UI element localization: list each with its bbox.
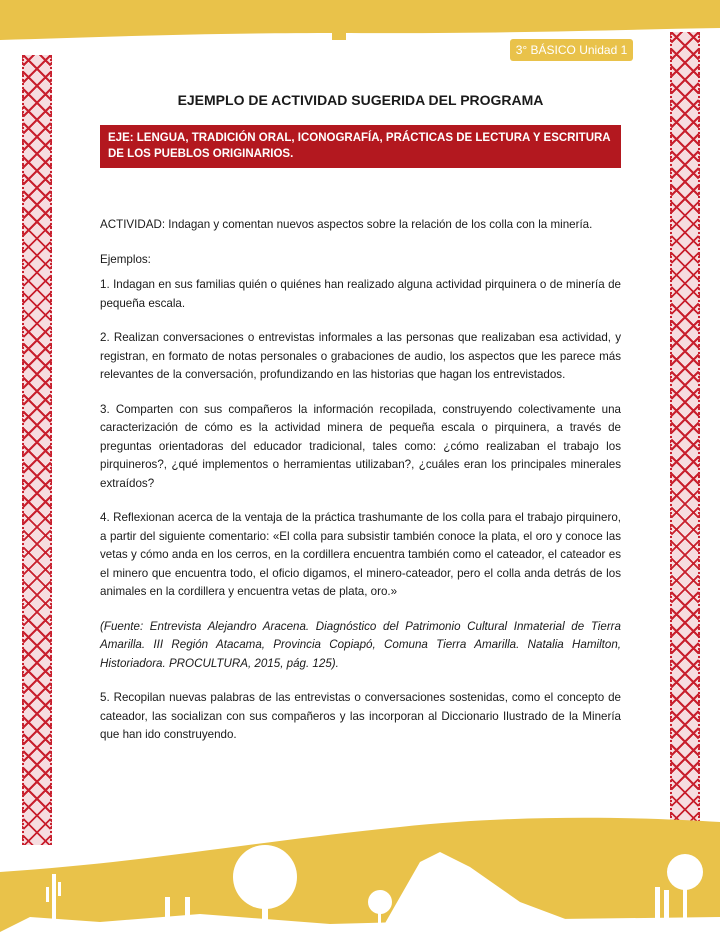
activity-content xyxy=(100,216,621,761)
eje-banner: EJE: LENGUA, TRADICIÓN ORAL, ICONOGRAFÍA, PRÁCTICAS DE LECTURA Y ESCRITURA DE LOS PUEBLOS ORIGINARIOS. xyxy=(100,125,621,168)
example-item: 5. Recopilan nuevas palabras de las entrevistas o conversaciones sostenidas, como el concepto de cateador, las socializan con sus compañeros y las incorporan al Diccionario Ilustrado de la Minería que han ido construyendo. xyxy=(100,691,621,741)
top-yellow-band xyxy=(0,0,720,40)
examples-heading: Ejemplos: xyxy=(100,252,151,266)
left-textile-border xyxy=(22,55,52,845)
source-citation: (Fuente: Entrevista Alejandro Aracena. Diagnóstico del Patrimonio Cultural Inmaterial de Tierra Amarilla. III Región Atacama, Provincia Copiapó, Comuna Tierra Amarilla. Natalia Hamilton, Historiadora. PROCULTURA, 2015, pág. 125). xyxy=(100,619,621,670)
grade-unit-badge: 3° BÁSICO Unidad 1 xyxy=(510,39,633,61)
bottom-landscape-illustration xyxy=(0,792,720,932)
example-item: 3. Comparten con sus compañeros la información recopilada, construyendo colectivamente una caracterización de cómo es la actividad minera de pequeña escala o pirquinera, a través de preguntas orientadoras del educador tradicional, tales como: ¿cómo realizaban el trabajo los pirquineros?, ¿qué implementos o herramientas utilizaban?, ¿cuáles eran los principales minerales extraídos? xyxy=(100,402,621,490)
right-textile-border xyxy=(670,32,700,822)
example-item: 4. Reflexionan acerca de la ventaja de la práctica trashumante de los colla para el trabajo pirquinero, a partir del siguiente comentario: «El colla para subsistir también conoce la plata, el oro y conoce las vetas y cómo anda en los cerros, en la cordillera encuentra también como el cateador, el cateador es el minero que encuentra todo, el oficio digamos, el minero-cateador, pero el colla anda detrás de los animales en la cordillera y encuentra vetas de plata, oro.» xyxy=(100,511,621,598)
example-item: 2. Realizan conversaciones o entrevistas informales a las personas que realizaban esa actividad, y registran, en formato de notas personales o grabaciones de audio, los aspectos que les parece más relevantes de la conversación, profundizando en las historias que hagan los entrevistados. xyxy=(100,331,621,381)
page-title: EJEMPLO DE ACTIVIDAD SUGERIDA DEL PROGRAMA xyxy=(177,92,544,108)
example-item: 1. Indagan en sus familias quién o quiénes han realizado alguna actividad pirquinera o de minería de pequeña escala. xyxy=(100,278,621,310)
activity-statement: ACTIVIDAD: Indagan y comentan nuevos aspectos sobre la relación de los colla con la minería. xyxy=(100,218,593,231)
